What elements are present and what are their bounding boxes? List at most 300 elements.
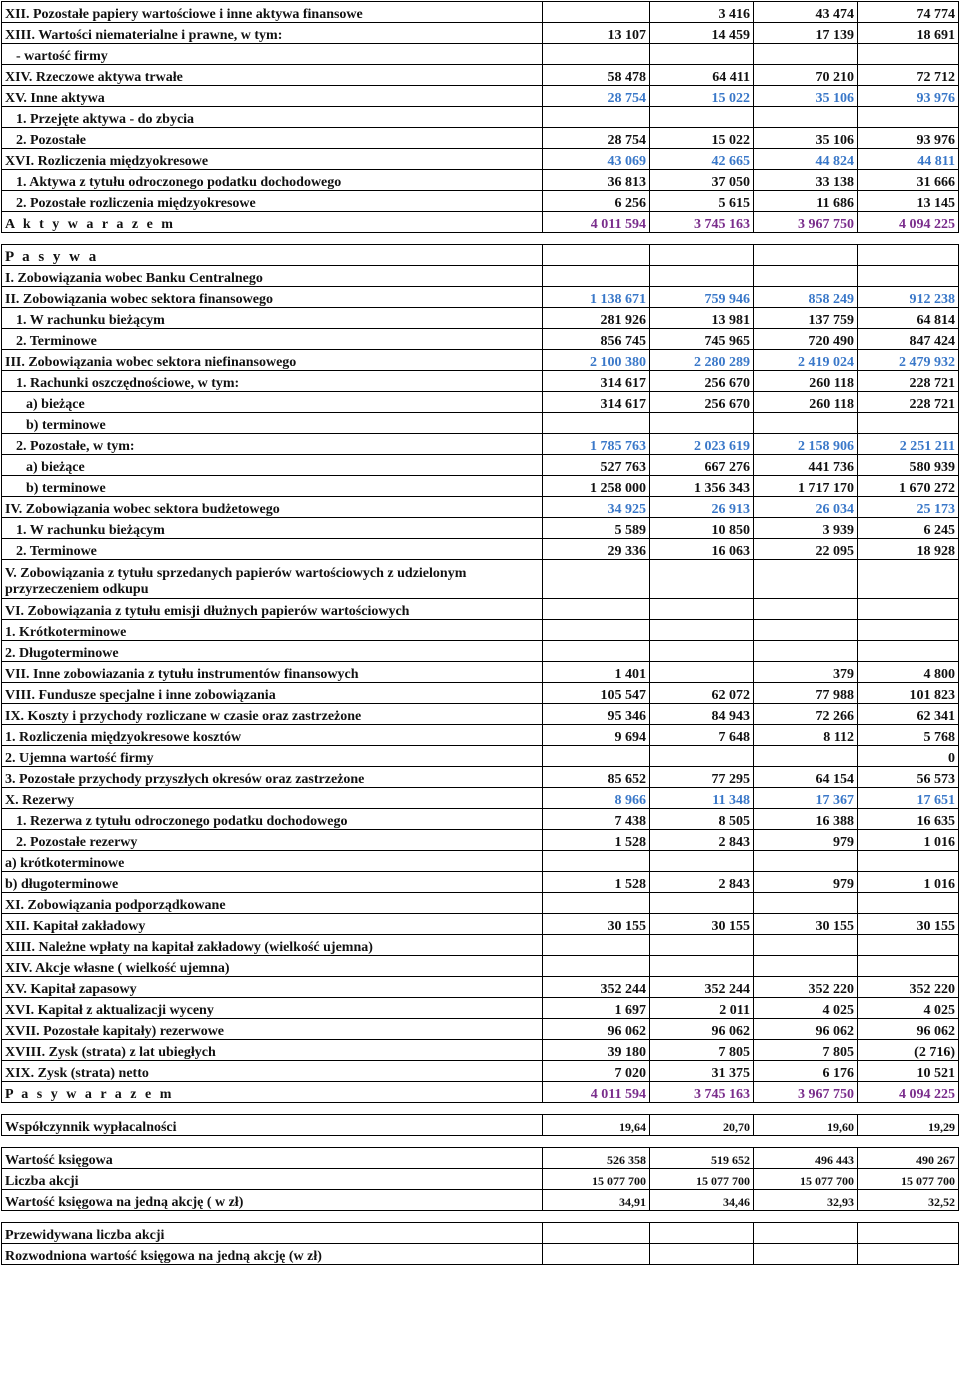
table-row [2, 191, 959, 212]
table-row [2, 23, 959, 44]
value-cell [543, 1244, 650, 1265]
value-cell [650, 851, 754, 872]
row-label: XII. Pozostałe papiery wartościowe i inne aktywa finansowe [2, 2, 543, 23]
value-cell: 856 745 [543, 329, 650, 350]
value-cell: 379 [754, 662, 858, 683]
value-cell: 7 648 [650, 725, 754, 746]
table-row [2, 212, 959, 233]
value-cell: 44 811 [858, 149, 959, 170]
pasywa-header: P a s y w a [2, 245, 543, 266]
value-cell: 15 077 700 [543, 1169, 650, 1190]
value-cell [754, 641, 858, 662]
value-cell [650, 956, 754, 977]
spacer-cell [858, 1103, 959, 1115]
table-row [2, 788, 959, 809]
value-cell: 31 375 [650, 1061, 754, 1082]
table-row [2, 308, 959, 329]
spacer-cell [754, 1136, 858, 1148]
spacer-cell [543, 233, 650, 245]
value-cell: 28 754 [543, 128, 650, 149]
table-row [2, 1169, 959, 1190]
pasywa-header-row [2, 245, 959, 266]
value-cell: 352 244 [650, 977, 754, 998]
value-cell: 16 063 [650, 539, 754, 560]
value-cell: 2 011 [650, 998, 754, 1019]
table-row [2, 851, 959, 872]
value-cell: 72 266 [754, 704, 858, 725]
value-cell: 28 754 [543, 86, 650, 107]
value-cell: 30 155 [754, 914, 858, 935]
value-cell: 2 100 380 [543, 350, 650, 371]
row-label: 1. Krótkoterminowe [2, 620, 543, 641]
value-cell: 5 615 [650, 191, 754, 212]
value-cell: 70 210 [754, 65, 858, 86]
value-cell: 93 976 [858, 86, 959, 107]
row-label: 1. W rachunku bieżącym [2, 518, 543, 539]
value-cell: 858 249 [754, 287, 858, 308]
row-label: 3. Pozostałe przychody przyszłych okresów oraz zastrzeżone [2, 767, 543, 788]
value-cell: 43 474 [754, 2, 858, 23]
spacer-cell [858, 1211, 959, 1223]
value-cell: 7 020 [543, 1061, 650, 1082]
row-label: 1. Rezerwa z tytułu odroczonego podatku dochodowego [2, 809, 543, 830]
table-row [2, 266, 959, 287]
spacer-cell [2, 1103, 543, 1115]
table-row [2, 329, 959, 350]
row-label: VII. Inne zobowiazania z tytułu instrumentów finansowych [2, 662, 543, 683]
value-cell: 96 062 [650, 1019, 754, 1040]
value-cell [754, 893, 858, 914]
value-cell: 3 416 [650, 2, 754, 23]
row-label: IX. Koszty i przychody rozliczane w czasie oraz zastrzeżone [2, 704, 543, 725]
value-cell [858, 620, 959, 641]
table-row [2, 704, 959, 725]
value-cell: 7 805 [650, 1040, 754, 1061]
spacer-cell [754, 1211, 858, 1223]
value-cell: 13 145 [858, 191, 959, 212]
value-cell: 667 276 [650, 455, 754, 476]
value-cell [858, 245, 959, 266]
table-row [2, 1148, 959, 1169]
table-row [2, 65, 959, 86]
table-row [2, 497, 959, 518]
value-cell: 25 173 [858, 497, 959, 518]
value-cell: 84 943 [650, 704, 754, 725]
row-label: Przewidywana liczba akcji [2, 1223, 543, 1244]
value-cell [543, 893, 650, 914]
value-cell: 3 745 163 [650, 1082, 754, 1103]
value-cell: 745 965 [650, 329, 754, 350]
value-cell: 33 138 [754, 170, 858, 191]
row-label: Współczynnik wypłacalności [2, 1115, 543, 1136]
value-cell: 17 651 [858, 788, 959, 809]
value-cell: 3 967 750 [754, 1082, 858, 1103]
value-cell: 11 348 [650, 788, 754, 809]
value-cell: 912 238 [858, 287, 959, 308]
value-cell: 39 180 [543, 1040, 650, 1061]
table-row [2, 518, 959, 539]
value-cell [650, 620, 754, 641]
value-cell: 137 759 [754, 308, 858, 329]
value-cell [543, 1223, 650, 1244]
value-cell: 30 155 [650, 914, 754, 935]
row-label: 1. Rachunki oszczędnościowe, w tym: [2, 371, 543, 392]
value-cell: 1 016 [858, 872, 959, 893]
table-row [2, 413, 959, 434]
spacer-cell [650, 233, 754, 245]
value-cell: 4 011 594 [543, 212, 650, 233]
value-cell [543, 620, 650, 641]
value-cell [650, 662, 754, 683]
table-row [2, 44, 959, 65]
value-cell: 16 635 [858, 809, 959, 830]
value-cell [858, 107, 959, 128]
value-cell [650, 44, 754, 65]
value-cell [858, 893, 959, 914]
row-label: XV. Inne aktywa [2, 86, 543, 107]
value-cell: 19,29 [858, 1115, 959, 1136]
value-cell: 720 490 [754, 329, 858, 350]
value-cell: 979 [754, 830, 858, 851]
table-row [2, 809, 959, 830]
row-label: XIII. Należne wpłaty na kapitał zakładowy (wielkość ujemna) [2, 935, 543, 956]
value-cell [543, 599, 650, 620]
spacer-cell [754, 1103, 858, 1115]
value-cell [650, 560, 754, 599]
value-cell: 1 258 000 [543, 476, 650, 497]
value-cell [543, 560, 650, 599]
spacer-row [2, 1211, 959, 1223]
value-cell: 0 [858, 746, 959, 767]
row-label: XV. Kapitał zapasowy [2, 977, 543, 998]
value-cell: 7 438 [543, 809, 650, 830]
value-cell: 228 721 [858, 371, 959, 392]
value-cell: (2 716) [858, 1040, 959, 1061]
table-row [2, 746, 959, 767]
row-label: XII. Kapitał zakładowy [2, 914, 543, 935]
value-cell [543, 746, 650, 767]
row-label: b) terminowe [2, 413, 543, 434]
value-cell [543, 851, 650, 872]
value-cell [858, 1244, 959, 1265]
value-cell: 2 158 906 [754, 434, 858, 455]
value-cell [754, 746, 858, 767]
value-cell: 4 094 225 [858, 212, 959, 233]
row-label: XVI. Kapitał z aktualizacji wyceny [2, 998, 543, 1019]
value-cell: 580 939 [858, 455, 959, 476]
value-cell: 58 478 [543, 65, 650, 86]
value-cell: 2 843 [650, 872, 754, 893]
value-cell: 4 025 [754, 998, 858, 1019]
value-cell: 30 155 [543, 914, 650, 935]
value-cell: 18 691 [858, 23, 959, 44]
spacer-cell [858, 1136, 959, 1148]
table-row [2, 1244, 959, 1265]
value-cell [650, 245, 754, 266]
value-cell: 15 077 700 [650, 1169, 754, 1190]
spacer-cell [858, 233, 959, 245]
value-cell: 15 077 700 [858, 1169, 959, 1190]
row-label: 1. Przejęte aktywa - do zbycia [2, 107, 543, 128]
value-cell [543, 245, 650, 266]
value-cell [650, 599, 754, 620]
value-cell: 77 988 [754, 683, 858, 704]
value-cell: 13 107 [543, 23, 650, 44]
value-cell: 95 346 [543, 704, 650, 725]
spacer-cell [2, 233, 543, 245]
row-label: b) długoterminowe [2, 872, 543, 893]
value-cell: 96 062 [754, 1019, 858, 1040]
row-label: 2. Pozostałe rozliczenia międzyokresowe [2, 191, 543, 212]
value-cell: 6 245 [858, 518, 959, 539]
value-cell: 496 443 [754, 1148, 858, 1169]
row-label: XVI. Rozliczenia międzyokresowe [2, 149, 543, 170]
value-cell: 56 573 [858, 767, 959, 788]
value-cell: 352 220 [858, 977, 959, 998]
value-cell: 2 843 [650, 830, 754, 851]
value-cell: 30 155 [858, 914, 959, 935]
value-cell: 8 966 [543, 788, 650, 809]
row-label: Wartość księgowa na jedną akcję ( w zł) [2, 1190, 543, 1211]
value-cell: 2 419 024 [754, 350, 858, 371]
row-label: a) bieżące [2, 455, 543, 476]
value-cell: 314 617 [543, 371, 650, 392]
spacer-cell [543, 1211, 650, 1223]
table-row [2, 683, 959, 704]
row-label: 2. Pozostałe [2, 128, 543, 149]
table-row [2, 998, 959, 1019]
value-cell [754, 1223, 858, 1244]
value-cell: 35 106 [754, 86, 858, 107]
table-row [2, 662, 959, 683]
value-cell [650, 746, 754, 767]
value-cell: 42 665 [650, 149, 754, 170]
value-cell [650, 893, 754, 914]
table-row [2, 1190, 959, 1211]
row-label: 2. Terminowe [2, 539, 543, 560]
value-cell: 228 721 [858, 392, 959, 413]
row-label: 2. Pozostałe rezerwy [2, 830, 543, 851]
value-cell: 256 670 [650, 371, 754, 392]
value-cell [754, 1244, 858, 1265]
value-cell [858, 641, 959, 662]
value-cell: 2 023 619 [650, 434, 754, 455]
table-row [2, 1082, 959, 1103]
value-cell: 1 401 [543, 662, 650, 683]
table-row [2, 434, 959, 455]
value-cell: 1 697 [543, 998, 650, 1019]
value-cell [650, 935, 754, 956]
value-cell [754, 413, 858, 434]
value-cell: 4 800 [858, 662, 959, 683]
spacer-cell [543, 1136, 650, 1148]
row-label: A k t y w a r a z e m [2, 212, 543, 233]
table-row [2, 641, 959, 662]
value-cell: 64 814 [858, 308, 959, 329]
value-cell: 3 967 750 [754, 212, 858, 233]
value-cell: 441 736 [754, 455, 858, 476]
value-cell: 93 976 [858, 128, 959, 149]
value-cell: 1 528 [543, 872, 650, 893]
value-cell: 29 336 [543, 539, 650, 560]
spacer-row [2, 1136, 959, 1148]
value-cell [754, 599, 858, 620]
table-row [2, 956, 959, 977]
value-cell: 1 528 [543, 830, 650, 851]
value-cell: 26 034 [754, 497, 858, 518]
row-label: 2. Terminowe [2, 329, 543, 350]
value-cell: 62 341 [858, 704, 959, 725]
table-row [2, 2, 959, 23]
value-cell: 19,64 [543, 1115, 650, 1136]
spacer-cell [754, 233, 858, 245]
table-row [2, 830, 959, 851]
table-row [2, 767, 959, 788]
value-cell [754, 245, 858, 266]
table-row [2, 86, 959, 107]
value-cell: 64 411 [650, 65, 754, 86]
value-cell [543, 641, 650, 662]
value-cell: 1 717 170 [754, 476, 858, 497]
value-cell [858, 956, 959, 977]
spacer-cell [650, 1136, 754, 1148]
table-row [2, 476, 959, 497]
value-cell: 1 016 [858, 830, 959, 851]
table-row [2, 935, 959, 956]
value-cell: 2 251 211 [858, 434, 959, 455]
value-cell: 17 367 [754, 788, 858, 809]
value-cell: 15 077 700 [754, 1169, 858, 1190]
value-cell [650, 266, 754, 287]
value-cell [650, 1223, 754, 1244]
value-cell: 847 424 [858, 329, 959, 350]
table-row [2, 539, 959, 560]
value-cell [543, 44, 650, 65]
row-label: 2. Długoterminowe [2, 641, 543, 662]
value-cell: 105 547 [543, 683, 650, 704]
value-cell: 96 062 [543, 1019, 650, 1040]
row-label: X. Rezerwy [2, 788, 543, 809]
value-cell: 8 112 [754, 725, 858, 746]
value-cell: 281 926 [543, 308, 650, 329]
table-row [2, 287, 959, 308]
value-cell: 64 154 [754, 767, 858, 788]
value-cell: 4 025 [858, 998, 959, 1019]
table-row [2, 128, 959, 149]
row-label: VI. Zobowiązania z tytułu emisji dłużnych papierów wartościowych [2, 599, 543, 620]
value-cell: 101 823 [858, 683, 959, 704]
value-cell: 26 913 [650, 497, 754, 518]
balance-sheet-table [1, 1, 959, 1265]
row-label: 2. Pozostałe, w tym: [2, 434, 543, 455]
row-label: 1. Rozliczenia międzyokresowe kosztów [2, 725, 543, 746]
value-cell: 526 358 [543, 1148, 650, 1169]
value-cell [858, 1223, 959, 1244]
table-row [2, 914, 959, 935]
table-row [2, 1019, 959, 1040]
value-cell [543, 935, 650, 956]
value-cell [543, 956, 650, 977]
value-cell [858, 560, 959, 599]
value-cell: 256 670 [650, 392, 754, 413]
value-cell: 1 356 343 [650, 476, 754, 497]
value-cell: 10 521 [858, 1061, 959, 1082]
value-cell: 6 176 [754, 1061, 858, 1082]
table-row [2, 1040, 959, 1061]
value-cell [858, 851, 959, 872]
value-cell: 490 267 [858, 1148, 959, 1169]
spacer-cell [650, 1103, 754, 1115]
value-cell: 20,70 [650, 1115, 754, 1136]
row-label: P a s y w a r a z e m [2, 1082, 543, 1103]
value-cell: 35 106 [754, 128, 858, 149]
value-cell: 96 062 [858, 1019, 959, 1040]
value-cell: 22 095 [754, 539, 858, 560]
value-cell [754, 107, 858, 128]
value-cell: 7 805 [754, 1040, 858, 1061]
row-label: XIX. Zysk (strata) netto [2, 1061, 543, 1082]
row-label: XVIII. Zysk (strata) z lat ubiegłych [2, 1040, 543, 1061]
row-label: Liczba akcji [2, 1169, 543, 1190]
value-cell: 352 244 [543, 977, 650, 998]
value-cell: 8 505 [650, 809, 754, 830]
value-cell: 2 479 932 [858, 350, 959, 371]
value-cell: 43 069 [543, 149, 650, 170]
value-cell: 314 617 [543, 392, 650, 413]
spacer-cell [650, 1211, 754, 1223]
value-cell: 1 670 272 [858, 476, 959, 497]
value-cell: 4 011 594 [543, 1082, 650, 1103]
value-cell: 14 459 [650, 23, 754, 44]
value-cell: 5 589 [543, 518, 650, 539]
value-cell: 6 256 [543, 191, 650, 212]
value-cell [858, 935, 959, 956]
table-row [2, 170, 959, 191]
value-cell [754, 44, 858, 65]
value-cell: 37 050 [650, 170, 754, 191]
row-label: - wartość firmy [2, 44, 543, 65]
value-cell: 260 118 [754, 371, 858, 392]
value-cell: 77 295 [650, 767, 754, 788]
table-row [2, 350, 959, 371]
value-cell: 34,46 [650, 1190, 754, 1211]
row-label: XIII. Wartości niematerialne i prawne, w tym: [2, 23, 543, 44]
value-cell: 352 220 [754, 977, 858, 998]
value-cell [858, 599, 959, 620]
row-label: b) terminowe [2, 476, 543, 497]
value-cell: 15 022 [650, 128, 754, 149]
value-cell [858, 44, 959, 65]
value-cell [650, 1244, 754, 1265]
value-cell: 34,91 [543, 1190, 650, 1211]
value-cell: 16 388 [754, 809, 858, 830]
value-cell: 36 813 [543, 170, 650, 191]
value-cell [543, 107, 650, 128]
value-cell: 13 981 [650, 308, 754, 329]
row-label: a) krótkoterminowe [2, 851, 543, 872]
row-label: 2. Ujemna wartość firmy [2, 746, 543, 767]
value-cell [858, 413, 959, 434]
table-row [2, 977, 959, 998]
row-label: XIV. Rzeczowe aktywa trwałe [2, 65, 543, 86]
value-cell: 3 745 163 [650, 212, 754, 233]
value-cell: 759 946 [650, 287, 754, 308]
value-cell: 17 139 [754, 23, 858, 44]
value-cell [650, 413, 754, 434]
value-cell: 62 072 [650, 683, 754, 704]
value-cell: 519 652 [650, 1148, 754, 1169]
value-cell [543, 266, 650, 287]
